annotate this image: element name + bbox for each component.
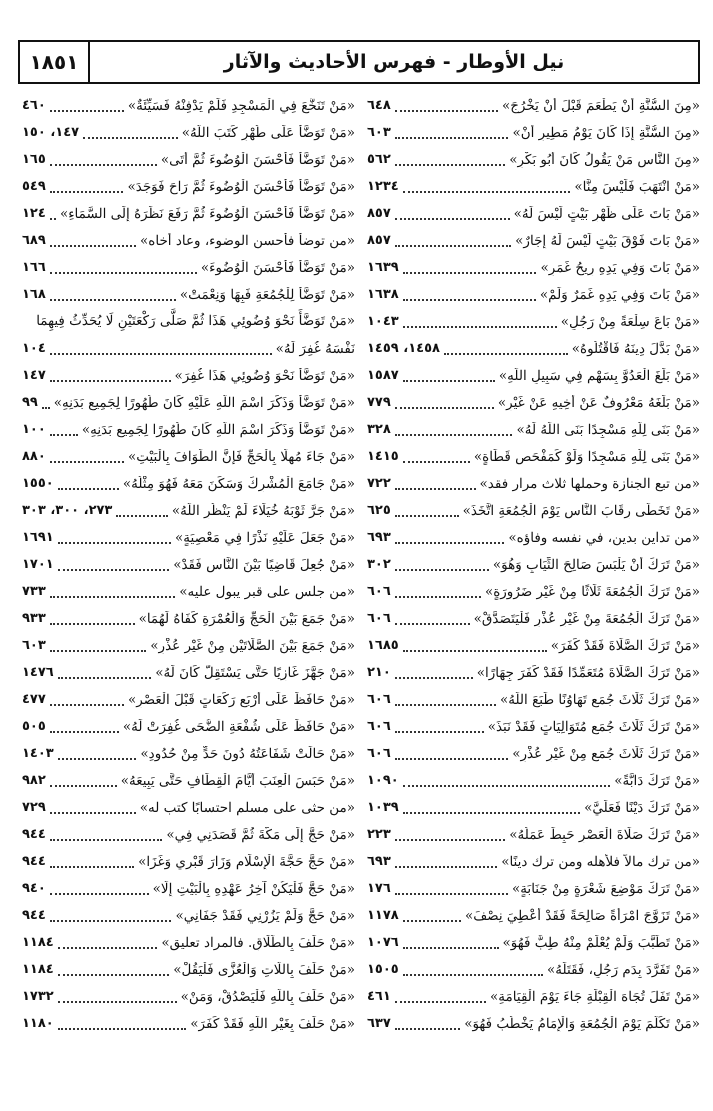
- index-entry: [367, 551, 700, 578]
- dot-leader: [50, 694, 124, 706]
- page-reference: ١١٨٤: [22, 935, 54, 950]
- dot-leader: [58, 478, 119, 490]
- page-header: [18, 40, 700, 84]
- entry-text: «مِنَ السُّنَّةِ إِذَا كَانَ يَوْمُ مَطِيرٍ أَنْ»: [512, 124, 700, 141]
- page-reference: ٦٩٣: [367, 854, 391, 869]
- dot-leader: [58, 964, 170, 976]
- index-entry: [367, 497, 700, 524]
- page-reference: ٥٤٩: [22, 179, 46, 194]
- entry-text: «مَنْ انْتَهَبَ فَلَيْسَ مِنَّا»: [574, 178, 700, 195]
- entry-text: «مَنْ تَرَكَ دَيْنًا فَعَلَيَّ»: [584, 799, 700, 816]
- index-entry: [22, 173, 355, 200]
- index-entry: [22, 119, 355, 146]
- page-reference: ١٠٧٦: [367, 935, 399, 950]
- page-reference: ١٠٤: [22, 341, 46, 356]
- entry-text: «مَنْ تَوَضَّأَ وَذَكَرَ اسْمَ اللَّهِ عَلَيْهِ كَانَ طُهُورًا لِجَمِيعِ بَدَنِهِ»: [53, 394, 355, 411]
- index-entry: [22, 254, 355, 281]
- page-reference: ١٥٠٥: [367, 962, 399, 977]
- index-entry: [22, 362, 355, 389]
- index-entry: [22, 821, 355, 848]
- entry-text: «مَنْ بَاتَ وَفِي يَدِهِ رِيحُ غَمَرٍ»: [540, 259, 700, 276]
- entry-text: «مَنْ حَافَظَ عَلَى شُفْعَةِ الضُّحَى غُفِرَتْ لَهُ»: [122, 718, 355, 735]
- page-reference: ١٥٨٧: [367, 368, 399, 383]
- index-entry: [367, 470, 700, 497]
- dot-leader: [403, 370, 495, 382]
- page-reference: ٥٦٢: [367, 152, 391, 167]
- dot-leader: [50, 721, 119, 733]
- index-entry: [22, 1010, 355, 1037]
- entry-text: «مَنْ تَوَضَّأَ لِلْجُمُعَةِ فَبِهَا وَنِعْمَتْ»: [179, 286, 355, 303]
- index-entry: [22, 200, 355, 227]
- page-reference: ١١٨٠: [22, 1016, 54, 1031]
- dot-leader: [50, 802, 136, 814]
- entry-text: «مَنْ حَلَفَ بِاللَّهِ فَلْيَصْدُقْ، وَمَنْ»: [180, 988, 355, 1005]
- index-entry: [367, 227, 700, 254]
- index-entry: [22, 524, 355, 551]
- dot-leader: [50, 289, 176, 301]
- dot-leader: [50, 208, 56, 220]
- dot-leader: [403, 181, 571, 193]
- dot-leader: [50, 262, 197, 274]
- entry-text: «مَنْ حَجَّ إِلَى مَكَّةَ ثُمَّ قَصَدَنِي فِي»: [166, 826, 355, 843]
- entry-text: «مَنْ تَرَكَ الصَّلَاةَ فَقَدْ كَفَرَ»: [550, 637, 700, 654]
- dot-leader: [403, 910, 461, 922]
- index-entry: [367, 929, 700, 956]
- dot-leader: [395, 694, 496, 706]
- entry-text: «مَنْ حَبَسَ الْعِنَبَ أَيَّامَ الْقِطَافِ حَتَّى يَبِيعَهُ»: [120, 772, 355, 789]
- index-entry: [22, 497, 355, 524]
- entry-text: «مَنْ تَطَبَّبَ وَلَمْ يُعْلَمْ مِنْهُ طِبٌّ فَهُوَ»: [502, 934, 700, 951]
- index-entry: [367, 605, 700, 632]
- index-entry: [22, 794, 355, 821]
- page-reference: ١٤٧٦: [22, 665, 54, 680]
- dot-leader: [395, 208, 510, 220]
- dot-leader: [403, 289, 536, 301]
- entry-text: «مَنْ حَجَّ حَجَّةَ الْإِسْلَامِ وَزَارَ قَبْرِي وَغَزَا»: [138, 853, 355, 870]
- entry-text: «من ترك مالاً فلأهله ومن ترك دينًا»: [501, 853, 700, 870]
- dot-leader: [58, 667, 151, 679]
- index-entry: [367, 335, 700, 362]
- index-entry: [22, 281, 355, 308]
- entry-text: «مَنْ تَرَكَ ثَلَاثَ جُمَعٍ مِنْ غَيْرِ عُذْرٍ»: [512, 745, 700, 762]
- index-entry: [22, 389, 355, 416]
- entry-text: «مَنْ تَرَكَ دَابَّةً»: [614, 772, 700, 789]
- page-reference: ٩٩: [22, 395, 38, 410]
- entry-text: «مَنْ تَرَكَ ثَلَاثَ جُمَعٍ تَهَاوُنًا طَبَعَ اللَّهُ»: [499, 691, 700, 708]
- page-reference: ١٦٦: [22, 260, 46, 275]
- page-reference: ٦٠٦: [367, 611, 391, 626]
- dot-leader: [403, 316, 557, 328]
- page-reference: ٦٠٦: [367, 746, 391, 761]
- page-reference: ١٤٠٣: [22, 746, 54, 761]
- page-reference: ١١٧٨: [367, 908, 399, 923]
- dot-leader: [50, 775, 117, 787]
- dot-leader: [116, 505, 167, 517]
- entry-text: «مَنْ حَلَفَ بِاللَّاتِ وَالْعُزَّى فَلْيَقُلْ»: [173, 961, 355, 978]
- page-reference: ١٦٣٨: [367, 287, 399, 302]
- entry-text: «مَنْ تَرَكَ الْجُمُعَةَ مِنْ غَيْرِ عُذْرٍ فَلْيَتَصَدَّقْ»: [473, 610, 700, 627]
- entry-text: «مَنْ حَالَتْ شَفَاعَتُهُ دُونَ حَدٍّ مِنْ حُدُودِ»: [140, 745, 355, 762]
- index-entry: [367, 416, 700, 443]
- index-entry: [367, 308, 700, 335]
- page-reference: ٨٥٧: [367, 233, 391, 248]
- dot-leader: [403, 262, 537, 274]
- dot-leader: [395, 559, 489, 571]
- dot-leader: [444, 343, 568, 355]
- page-reference: ١٤٧، ١٥٠: [22, 125, 80, 140]
- index-entry: [367, 389, 700, 416]
- entry-text: «مَنْ بَنَى لِلَّهِ مَسْجِدًا وَلَوْ كَمَفْحَصِ قَطَاةٍ»: [473, 448, 700, 465]
- dot-leader: [403, 775, 611, 787]
- index-entry: [22, 848, 355, 875]
- index-entry: [22, 686, 355, 713]
- dot-leader: [58, 748, 137, 760]
- dot-leader: [50, 451, 124, 463]
- dot-leader: [403, 937, 499, 949]
- index-entry: [367, 92, 700, 119]
- dot-leader: [50, 640, 146, 652]
- dot-leader: [50, 100, 124, 112]
- entry-text: «مَنْ بَاتَ عَلَى ظَهْرِ بَيْتٍ لَيْسَ لَهُ»: [513, 205, 700, 222]
- index-entry: [367, 902, 700, 929]
- index-entry: [367, 956, 700, 983]
- page-reference: ٩٤٤: [22, 854, 46, 869]
- dot-leader: [50, 613, 135, 625]
- page-reference: ١٢٣٤: [367, 179, 399, 194]
- page-reference: ٨٥٧: [367, 206, 391, 221]
- dot-leader: [395, 154, 505, 166]
- page-reference: ١٠٩٠: [367, 773, 399, 788]
- page-reference: ٩٤٤: [22, 827, 46, 842]
- dot-leader: [50, 424, 78, 436]
- entry-text: «مَنْ تَوَضَّأَ عَلَى طُهْرٍ كَتَبَ اللَّهُ»: [181, 124, 355, 141]
- index-entry: [22, 632, 355, 659]
- index-entry: [367, 1010, 700, 1037]
- entry-text: «مَنْ تَوَضَّأَ فَأَحْسَنَ الْوُضُوءَ ثُمَّ أَتَى»: [160, 151, 355, 168]
- page-reference: ٦٠٦: [367, 719, 391, 734]
- page-reference: ١٢٤: [22, 206, 46, 221]
- page-reference: ٦٠٣: [367, 125, 391, 140]
- page-reference: ١٦٨٥: [367, 638, 399, 653]
- entry-text: «مَنْ تَرَكَ صَلَاةَ الْعَصْرِ حَبِطَ عَمَلُهُ»: [509, 826, 700, 843]
- dot-leader: [403, 451, 470, 463]
- entry-text: «مَنْ جَامَعَ الْمُشْرِكَ وَسَكَنَ مَعَهُ فَهُوَ مِثْلُهُ»: [122, 475, 355, 492]
- page-reference: ٨٨٠: [22, 449, 46, 464]
- entry-text: «مَنْ جَرَّ ثَوْبَهُ خُيَلَاءَ لَمْ يَنْظُرِ اللَّهُ»: [171, 502, 355, 519]
- dot-leader: [403, 640, 547, 652]
- page-reference: ١٤٧: [22, 368, 46, 383]
- dot-leader: [395, 586, 481, 598]
- entry-text: «مَنْ بَلَغَ الْعَدُوَّ بِسَهْمٍ فِي سَبِيلِ اللَّهِ»: [498, 367, 700, 384]
- dot-leader: [50, 910, 172, 922]
- page-reference: ٢٧٣، ٣٠٠، ٣٠٣: [22, 503, 113, 518]
- dot-leader: [395, 424, 513, 436]
- dot-leader: [50, 154, 157, 166]
- entry-text: «مَنْ تَفَلَ تُجَاهَ الْقِبْلَةِ جَاءَ يَوْمَ الْقِيَامَةِ»: [490, 988, 700, 1005]
- entry-text: «مَنْ حَجَّ وَلَمْ يَزُرْنِي فَقَدْ جَفَانِي»: [175, 907, 355, 924]
- page-reference: ٩٣٣: [22, 611, 46, 626]
- page-reference: ١٠٣٩: [367, 800, 399, 815]
- entry-text: «مَنْ تَوَضَّأَ فَأَحْسَنَ الْوُضُوءَ»: [200, 259, 355, 276]
- index-entry: [367, 632, 700, 659]
- index-entry: [22, 470, 355, 497]
- index-entry: [367, 119, 700, 146]
- entry-text: «من تداين بدين، في نفسه وفاؤه»: [508, 529, 700, 546]
- page-reference: ١٠٤٣: [367, 314, 399, 329]
- index-entry: [22, 146, 355, 173]
- entry-text: «مَنْ بَلَغَهُ مَعْرُوفٌ عَنْ أَخِيهِ عَنْ غَيْرِ»: [497, 394, 700, 411]
- dot-leader: [395, 721, 484, 733]
- entry-text: «مَنْ تَرَكَ الْجُمُعَةَ ثَلَاثًا مِنْ غَيْرِ ضَرُورَةٍ»: [484, 583, 700, 600]
- page-reference: ٧٣٣: [22, 584, 46, 599]
- index-entry: [367, 281, 700, 308]
- page-reference: ٢٢٣: [367, 827, 391, 842]
- entry-text: «مَنْ بَدَّلَ دِينَهُ فَاقْتُلُوهُ»: [571, 340, 700, 357]
- index-entry: [22, 416, 355, 443]
- index-entry: [22, 740, 355, 767]
- entry-text: «مَنْ تَزَوَّجَ امْرَأَةً صَالِحَةً فَقَدْ أُعْطِيَ نِصْفَ»: [464, 907, 700, 924]
- page-reference: ١٦٥: [22, 152, 46, 167]
- dot-leader: [395, 1018, 460, 1030]
- dot-leader: [50, 181, 124, 193]
- page-title: نيل الأوطار - فهرس الأحاديث والآثار: [223, 51, 565, 73]
- entry-text: «مَنْ حَجَّ فَلْيَكُنْ آخِرُ عَهْدِهِ بِالْبَيْتِ إِلَّا»: [152, 880, 355, 897]
- index-entry: [22, 605, 355, 632]
- page-reference: ٩٨٢: [22, 773, 46, 788]
- dot-leader: [50, 829, 163, 841]
- page-reference: ٦٩٣: [367, 530, 391, 545]
- index-entry: [22, 956, 355, 983]
- entry-text: «مَنْ تَوَضَّأَ فَأَحْسَنَ الْوُضُوءَ ثُمَّ رَاحَ فَوَجَدَ»: [127, 178, 355, 195]
- entry-text: «مَنْ تَرَكَ مَوْضِعَ شَعْرَةٍ مِنْ جَنَابَةٍ»: [511, 880, 700, 897]
- index-entry: [22, 443, 355, 470]
- dot-leader: [395, 100, 498, 112]
- dot-leader: [403, 802, 580, 814]
- dot-leader: [395, 748, 508, 760]
- page-reference: ٦٠٣: [22, 638, 46, 653]
- entry-text: «من تبع الجنازة وحملها ثلاث مرار فقد»: [479, 475, 700, 492]
- index-entry: [367, 362, 700, 389]
- entry-text: «مَنْ تَوَضَّأَ وَذَكَرَ اسْمَ اللَّهِ كَانَ طُهُورًا لِجَمِيعِ بَدَنِهِ»: [81, 421, 355, 438]
- index-entry: [367, 146, 700, 173]
- index-entry: [367, 821, 700, 848]
- dot-leader: [395, 613, 470, 625]
- page-reference: ١٦٩١: [22, 530, 54, 545]
- index-entry: [367, 659, 700, 686]
- page-reference: ٧٧٩: [367, 395, 391, 410]
- page-reference: ١٦٨: [22, 287, 46, 302]
- entry-text: «مَنْ تَرَكَ أَنْ يَلْبَسَ صَالِحَ الثِّيَابِ وَهُوَ»: [492, 556, 700, 573]
- index-entry: [367, 713, 700, 740]
- entry-text: «من جلس على قبر يبول عليه»: [179, 583, 355, 600]
- page-reference: ٧٢٢: [367, 476, 391, 491]
- page-reference: ٣٢٨: [367, 422, 391, 437]
- page-reference: ٦٣٧: [367, 1016, 391, 1031]
- page-reference: ٩٤٤: [22, 908, 46, 923]
- dot-leader: [50, 856, 134, 868]
- index-entry: [22, 713, 355, 740]
- index-entry: [22, 875, 355, 902]
- index-entry: [367, 578, 700, 605]
- page-reference: ٢١٠: [367, 665, 391, 680]
- page-reference: ١٠٠: [22, 422, 46, 437]
- dot-leader: [395, 991, 486, 1003]
- entry-text: «مِنَ السُّنَّةِ أَنْ يَطْعَمَ قَبْلَ أَنْ يَخْرُجَ»: [501, 97, 700, 114]
- entry-text: «مَنْ تَرَكَ الصَّلَاةَ مُتَعَمِّدًا فَقَدْ كَفَرَ جِهَارًا»: [476, 664, 700, 681]
- page-reference: ٤٦٠: [22, 98, 46, 113]
- index-entry: [367, 767, 700, 794]
- dot-leader: [395, 667, 473, 679]
- entry-text: «مَنْ تَكَلَّمَ يَوْمَ الْجُمُعَةِ وَالْإِمَامُ يَخْطُبُ فَهُوَ»: [464, 1015, 700, 1032]
- page-reference: ٧٢٩: [22, 800, 46, 815]
- index-entry: [367, 875, 700, 902]
- right-column: [367, 92, 700, 1037]
- index-entry: [22, 983, 355, 1010]
- index-entry: [367, 200, 700, 227]
- index-entry: [367, 686, 700, 713]
- dot-leader: [50, 235, 136, 247]
- page-reference: ١٦٣٩: [367, 260, 399, 275]
- dot-leader: [395, 235, 511, 247]
- index-entry: [22, 551, 355, 578]
- entry-text: «مَنْ جُعِلَ قَاضِيًا بَيْنَ النَّاسِ فَقَدْ»: [173, 556, 355, 573]
- dot-leader: [395, 856, 497, 868]
- page-reference: ٦٠٦: [367, 692, 391, 707]
- index-entry: [22, 578, 355, 605]
- entry-text: «مَنْ تَنَخَّعَ فِي الْمَسْجِدِ فَلَمْ يَدْفِنْهُ فَسَيِّئَةٌ»: [127, 97, 355, 114]
- index-entry: [22, 659, 355, 686]
- entry-text: «مَنْ حَلَفَ بِغَيْرِ اللَّهِ فَقَدْ كَفَرَ»: [190, 1015, 355, 1032]
- index-entry: [367, 524, 700, 551]
- index-entry: [22, 767, 355, 794]
- entry-text-continued: نَفْسَهُ غُفِرَ لَهُ»: [275, 340, 355, 357]
- entry-text: «مَنْ بَاتَ وَفِي يَدِهِ غَمَرٌ وَلَمْ»: [539, 286, 700, 303]
- page-reference: ٦٢٥: [367, 503, 391, 518]
- page-reference: ١١٨٤: [22, 962, 54, 977]
- index-entry: [367, 848, 700, 875]
- page-reference: ١٤٥٨، ١٤٥٩: [367, 341, 440, 356]
- index-entry: [367, 173, 700, 200]
- index-entry: [367, 740, 700, 767]
- page-reference: ١٧٠١: [22, 557, 54, 572]
- index-entry: [22, 308, 355, 362]
- dot-leader: [395, 532, 505, 544]
- dot-leader: [395, 883, 508, 895]
- entry-text: «مَنْ جَعَلَ عَلَيْهِ نَذْرًا فِي مَعْصِيَةٍ»: [175, 529, 355, 546]
- index-entry: [22, 929, 355, 956]
- dot-leader: [50, 586, 175, 598]
- entry-text: «من حثى على مسلم احتسابًا كتب له»: [139, 799, 355, 816]
- page-reference: ٦٠٦: [367, 584, 391, 599]
- page-number: ١٨٥١: [20, 42, 90, 82]
- entry-text: «مَنْ جَمَعَ بَيْنَ الْحَجِّ وَالْعُمْرَةِ كَفَاهُ لَهُمَا»: [138, 610, 355, 627]
- dot-leader: [42, 397, 50, 409]
- entry-text: «مَنْ تَخَطَّى رِقَابَ النَّاسِ يَوْمَ الْجُمُعَةِ اتَّخَذَ»: [462, 502, 700, 519]
- index-entry: [22, 902, 355, 929]
- dot-leader: [50, 343, 272, 355]
- index-entry: [367, 794, 700, 821]
- dot-leader: [58, 559, 169, 571]
- left-column: [22, 92, 355, 1037]
- dot-leader: [395, 478, 476, 490]
- dot-leader: [403, 964, 543, 976]
- dot-leader: [395, 127, 509, 139]
- entry-text: «مَنْ جَاءَ مُهِلًّا بِالْحَجِّ فَإِنَّ الطَّوَافَ بِالْبَيْتِ»: [127, 448, 355, 465]
- index-entry: [367, 443, 700, 470]
- entry-text: «مَنْ حَلَفَ بِالطَّلَاقِ. فالمراد تعليق»: [161, 934, 355, 951]
- index-entry: [367, 254, 700, 281]
- page-reference: ٥٠٥: [22, 719, 46, 734]
- entry-text: «مَنْ حَافَظَ عَلَى أَرْبَعِ رَكَعَاتٍ قَبْلَ الْعَصْرِ»: [127, 691, 355, 708]
- dot-leader: [58, 991, 177, 1003]
- page-reference: ٦٤٨: [367, 98, 391, 113]
- dot-leader: [58, 1018, 187, 1030]
- entry-text: «مِنَ النَّاسِ مَنْ يَقُولُ كَانَ أَبُو بَكْرٍ»: [509, 151, 700, 168]
- page-reference: ٤٦١: [367, 989, 391, 1004]
- dot-leader: [395, 505, 459, 517]
- dot-leader: [58, 532, 171, 544]
- page-reference: ٤٧٧: [22, 692, 46, 707]
- entry-text: «مَنْ تَرَكَ ثَلَاثَ جُمَعٍ مُتَوَالِيَاتٍ فَقَدْ نَبَذَ»: [487, 718, 700, 735]
- entry-text: «مَنْ تَوَضَّأَ نَحْوَ وُضُوئِي هَذَا غُفِرَ»: [174, 367, 355, 384]
- dot-leader: [395, 397, 494, 409]
- entry-text: «مَنْ جَمَعَ بَيْنَ الصَّلَاتَيْنِ مِنْ غَيْرِ عُذْرٍ»: [150, 637, 355, 654]
- page-reference: ١٧٣٢: [22, 989, 54, 1004]
- page-reference: ١٤١٥: [367, 449, 399, 464]
- dot-leader: [50, 370, 171, 382]
- entry-text: «مَنْ تَوَضَّأَ نَحْوَ وُضُوئِي هَذَا ثُمَّ صَلَّى رَكْعَتَيْنِ لَا يُحَدِّثُ فِيهِمَا: [36, 313, 355, 329]
- index-entry: [22, 92, 355, 119]
- dot-leader: [50, 883, 149, 895]
- entry-text: «مَنْ تَوَضَّأَ فَأَحْسَنَ الْوُضُوءَ ثُمَّ رَفَعَ نَظَرَهُ إِلَى السَّمَاءِ»: [59, 205, 355, 222]
- page-reference: ١٥٥٠: [22, 476, 54, 491]
- page-reference: ١٧٦: [367, 881, 391, 896]
- entry-text: «مَنْ تَفَرَّدَ بِدَمِ رَجُلٍ، فَقَتَلَهُ»: [547, 961, 700, 978]
- dot-leader: [83, 127, 178, 139]
- entry-text: «مَنْ جَهَّزَ غَازِيًا حَتَّى يَسْتَقِلَّ كَانَ لَهُ»: [155, 664, 355, 681]
- entry-text: «مَنْ بَاتَ فَوْقَ بَيْتٍ لَيْسَ لَهُ إِجَارٌ»: [515, 232, 700, 249]
- entry-text: «مَنْ بَنَى لِلَّهِ مَسْجِدًا بَنَى اللَّهُ لَهُ»: [516, 421, 700, 438]
- entry-continuation: [22, 335, 355, 362]
- index-entry: [367, 983, 700, 1010]
- entry-text: «من توضأ فأحسن الوضوء، وعاد أخاه»: [140, 232, 355, 249]
- page-reference: ٣٠٢: [367, 557, 391, 572]
- entry-text: «مَنْ بَاعَ سِلْعَةً مِنْ رَجُلٍ»: [560, 313, 700, 330]
- page-reference: ٩٤٠: [22, 881, 46, 896]
- index-entry: [22, 227, 355, 254]
- dot-leader: [395, 829, 505, 841]
- page-reference: ٦٨٩: [22, 233, 46, 248]
- dot-leader: [58, 937, 158, 949]
